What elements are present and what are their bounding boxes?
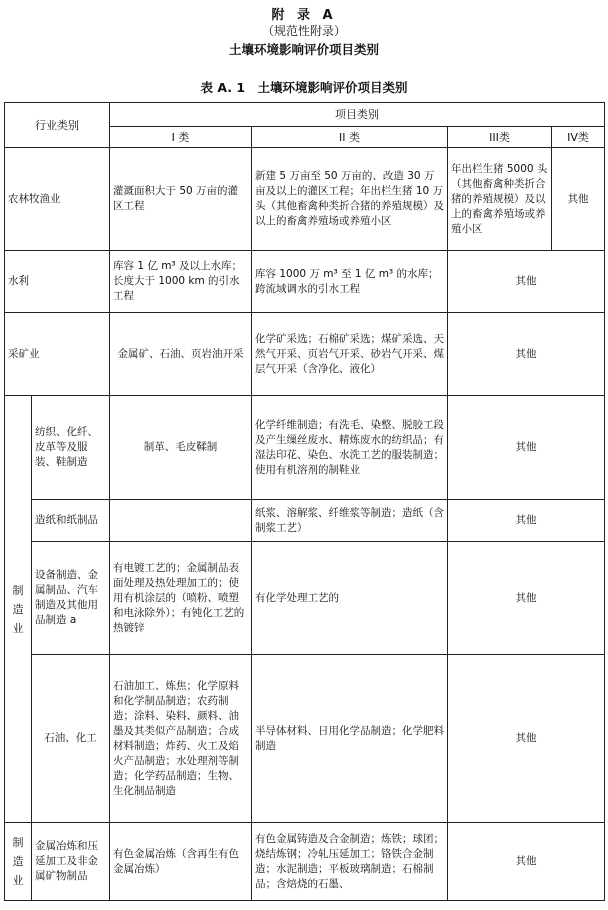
header-class-3: III类 [448, 127, 552, 148]
table-caption: 表 A. 1 土壤环境影响评价项目类别 [200, 80, 408, 95]
industry-cell: 采矿业 [5, 313, 110, 396]
table-row [5, 251, 605, 313]
class-3-4-cell: 其他 [448, 542, 605, 655]
class-1-cell: 有色金属冶炼（含再生有色金属冶炼） [110, 823, 252, 901]
industry-cell: 金属冶炼和压延加工及非金属矿物制品 [32, 823, 110, 901]
class-2-cell: 库容 1000 万 m³ 至 1 亿 m³ 的水库；跨流域调水的引水工程 [252, 251, 448, 313]
industry-cell: 水利 [5, 251, 110, 313]
header-industry: 行业类别 [5, 103, 110, 148]
normative-label: （规范性附录） [261, 24, 346, 38]
class-1-cell: 金属矿、石油、页岩油开采 [110, 313, 252, 396]
class-2-cell: 有色金属铸造及合金制造；炼铁；球团；烧结炼钢；冷轧压延加工；铬铁合金制造；水泥制造；平板玻璃制造；石棉制品；含焙烧的石墨、 [252, 823, 448, 901]
class-1-cell [110, 500, 252, 542]
table-header-row [5, 103, 605, 127]
class-1-cell: 石油加工、炼焦；化学原料和化学制品制造；农药制造；涂料、染料、颜料、油墨及其类似产品制造；合成材料制造；炸药、火工及焰火产品制造；水处理剂等制造；化学药品制造；生物、生化制品制造 [110, 655, 252, 823]
table-row [5, 313, 605, 396]
industry-cell: 农林牧渔业 [5, 148, 110, 251]
class-1-cell: 制革、毛皮鞣制 [110, 396, 252, 500]
class-1-cell: 有电镀工艺的；金属制品表面处理及热处理加工的；使用有机涂层的（喷粉、喷塑和电泳除外）；有钝化工艺的热镀锌 [110, 542, 252, 655]
class-2-cell: 半导体材料、日用化学品制造；化学肥料制造 [252, 655, 448, 823]
industry-cell: 纺织、化纤、皮革等及服装、鞋制造 [32, 396, 110, 500]
table-row [5, 396, 605, 500]
class-3-4-cell: 其他 [448, 500, 605, 542]
header-class-1: I 类 [110, 127, 252, 148]
class-3-4-cell: 其他 [448, 823, 605, 901]
appendix-label: 附 录 A [271, 8, 337, 23]
group-manufacturing: 制造业 [5, 396, 32, 823]
class-3-4-cell: 其他 [448, 655, 605, 823]
industry-cell: 造纸和纸制品 [32, 500, 110, 542]
class-2-cell: 化学纤维制造；有洗毛、染整、脱胶工段及产生缫丝废水、精炼废水的纺织品；有湿法印花、染色、水洗工艺的服装制造；使用有机溶剂的制鞋业 [252, 396, 448, 500]
industry-cell: 石油、化工 [32, 655, 110, 823]
class-2-cell: 新建 5 万亩至 50 万亩的、改造 30 万亩及以上的灌区工程；年出栏生猪 10 万头（其他畜禽种类折合猪的养殖规模）及以上的畜禽养殖场或养殖小区 [252, 148, 448, 251]
class-2-cell: 纸浆、溶解浆、纤维浆等制造；造纸（含制浆工艺） [252, 500, 448, 542]
class-2-cell: 化学矿采选；石棉矿采选；煤矿采选、天然气开采、页岩气开采、砂岩气开采、煤层气开采（含净化、液化） [252, 313, 448, 396]
class-2-cell: 有化学处理工艺的 [252, 542, 448, 655]
header-class-2: II 类 [252, 127, 448, 148]
class-3-4-cell: 其他 [448, 396, 605, 500]
table-row [5, 823, 605, 901]
header-class-4: IV类 [552, 127, 605, 148]
header-category: 项目类别 [110, 103, 605, 127]
table-row [5, 148, 605, 251]
table-row [5, 655, 605, 823]
appendix-title: 土壤环境影响评价项目类别 [228, 42, 379, 57]
class-1-cell: 库容 1 亿 m³ 及以上水库；长度大于 1000 km 的引水工程 [110, 251, 252, 313]
class-4-cell: 其他 [552, 148, 605, 251]
table-row [5, 500, 605, 542]
class-3-4-cell: 其他 [448, 313, 605, 396]
industry-cell: 设备制造、金属制品、汽车制造及其他用品制造 a [32, 542, 110, 655]
group-manufacturing-continued: 制造业 [5, 823, 32, 901]
table-row [5, 542, 605, 655]
class-3-cell: 年出栏生猪 5000 头（其他畜禽种类折合猪的养殖规模）及以上的畜禽养殖场或养殖小区 [448, 148, 552, 251]
classification-table [4, 102, 605, 901]
class-1-cell: 灌溉面积大于 50 万亩的灌区工程 [110, 148, 252, 251]
class-3-4-cell: 其他 [448, 251, 605, 313]
